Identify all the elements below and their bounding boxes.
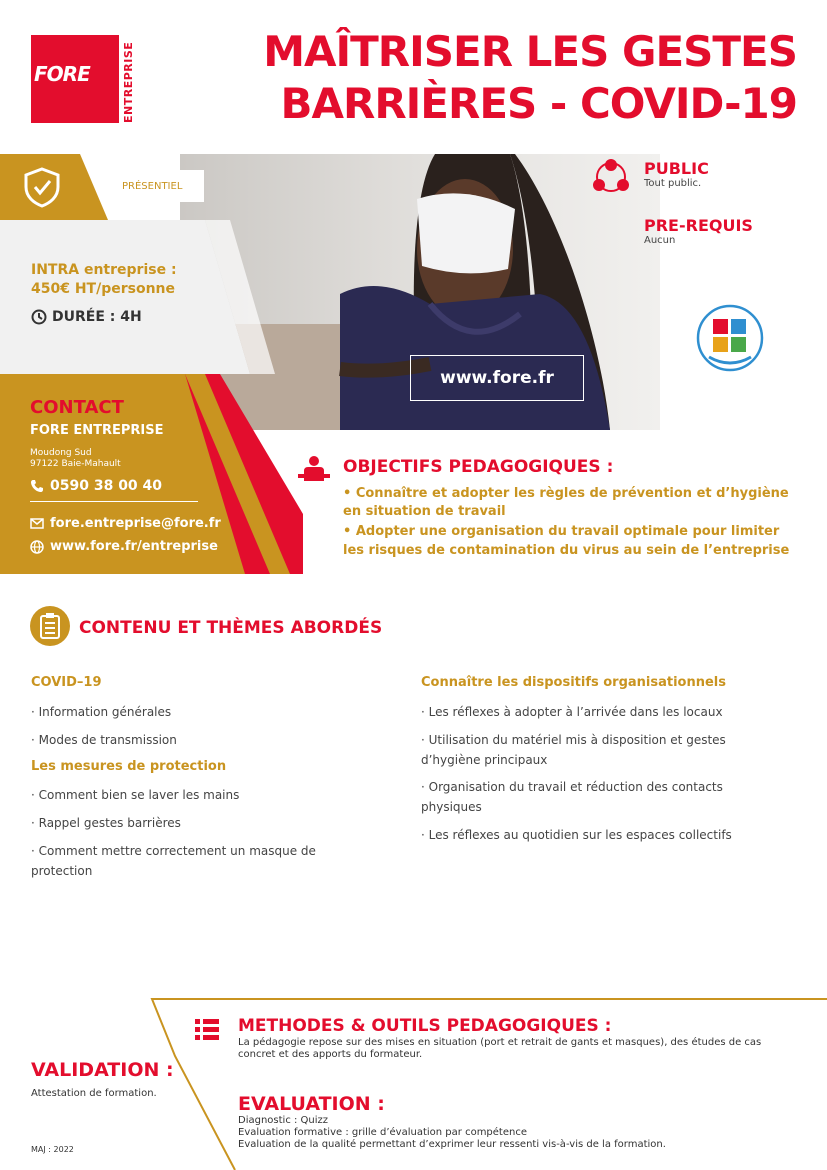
page-title-line1: MAÎTRISER LES GESTES — [263, 27, 797, 76]
people-network-icon — [589, 157, 633, 197]
contact-address-line1: Moudong Sud — [30, 448, 92, 458]
update-date: MAJ : 2022 — [31, 1145, 74, 1154]
prerequis-title: PRE-REQUIS — [644, 216, 753, 235]
list-item: · Information générales — [31, 705, 172, 719]
list-item: · Rappel gestes barrières — [31, 816, 181, 830]
contact-email[interactable] — [30, 516, 221, 531]
methodes-text: La pédagogie repose sur des mises en situation (port et retrait de gants et masques), des études de cas concret et des apports du formateur. — [238, 1037, 762, 1060]
contact-title: CONTACT — [30, 397, 124, 418]
evaluation-line: Evaluation de la qualité permettant d’exprimer leur ressenti vis-à-vis de la formation. — [238, 1139, 666, 1150]
logo-subtitle-wrap — [122, 35, 136, 123]
list-item: · Modes de transmission — [31, 733, 177, 747]
contact-website[interactable] — [30, 539, 218, 554]
presenter-icon — [298, 455, 330, 481]
section-heading: Les mesures de protection — [31, 759, 227, 774]
duration-text: DURÉE : 4H — [52, 309, 142, 325]
accessibility-label-badge — [695, 303, 765, 373]
phone-icon — [30, 479, 44, 493]
contact-address-line2: 97122 Baie-Mahault — [30, 459, 121, 469]
validation-text: Attestation de formation. — [31, 1088, 157, 1099]
list-item: · Les réflexes au quotidien sur les espaces collectifs — [421, 828, 732, 842]
objectifs-title: OBJECTIFS PEDAGOGIQUES : — [343, 457, 614, 477]
list-item: · Comment bien se laver les mains — [31, 788, 240, 802]
globe-icon — [30, 540, 44, 554]
contact-org: FORE ENTREPRISE — [30, 423, 164, 438]
logo-brand: FORE — [34, 62, 90, 86]
envelope-icon — [30, 518, 44, 529]
objectif-line: • Connaître et adopter les règles de prévention et d’hygiène — [343, 486, 789, 501]
price-value: 450€ HT/personne — [31, 281, 176, 297]
objectif-line: en situation de travail — [343, 504, 506, 519]
objectif-line: • Adopter une organisation du travail optimale pour limiter — [343, 524, 780, 539]
list-item: physiques — [421, 800, 482, 814]
objectif-line: les risques de contamination du virus au sein de l’entreprise — [343, 543, 790, 558]
evaluation-line: Evaluation formative : grille d’évaluation par compétence — [238, 1127, 527, 1138]
list-item: · Organisation du travail et réduction des contacts — [421, 780, 723, 794]
contact-email-text: fore.entreprise@fore.fr — [50, 516, 221, 531]
duration — [31, 309, 142, 325]
public-title: PUBLIC — [644, 159, 709, 178]
prerequis-text: Aucun — [644, 235, 676, 246]
website-badge[interactable]: www.fore.fr — [410, 355, 584, 401]
contenu-title: CONTENU ET THÈMES ABORDÉS — [79, 618, 383, 638]
public-text: Tout public. — [644, 178, 702, 189]
methodes-title: METHODES & OUTILS PEDAGOGIQUES : — [238, 1016, 612, 1036]
evaluation-title: EVALUATION : — [238, 1093, 385, 1115]
logo-subtitle: ENTREPRISE — [122, 41, 135, 123]
evaluation-line: Diagnostic : Quizz — [238, 1115, 329, 1126]
list-item: · Les réflexes à adopter à l’arrivée dans les locaux — [421, 705, 723, 719]
contact-divider — [30, 501, 198, 502]
contact-website-text: www.fore.fr/entreprise — [50, 539, 218, 554]
list-item: · Comment mettre correctement un masque de — [31, 844, 316, 858]
section-heading: COVID–19 — [31, 675, 102, 690]
list-item: · Utilisation du matériel mis à disposition et gestes — [421, 733, 726, 747]
price-panel — [0, 220, 470, 374]
clock-icon — [31, 309, 47, 325]
page-title-line2: BARRIÈRES - COVID-19 — [280, 79, 797, 128]
contact-phone-text: 0590 38 00 40 — [50, 478, 163, 494]
section-heading: Connaître les dispositifs organisationnels — [421, 675, 726, 690]
validation-title: VALIDATION : — [31, 1059, 174, 1081]
list-item: d’hygiène principaux — [421, 753, 548, 767]
clipboard-icon — [30, 606, 70, 646]
list-item: protection — [31, 864, 93, 878]
shield-tab — [0, 154, 108, 220]
contact-phone[interactable] — [30, 478, 162, 494]
format-mode: PRÉSENTIEL — [108, 170, 204, 202]
price-label: INTRA entreprise : — [31, 262, 177, 278]
list-icon — [195, 1019, 219, 1041]
